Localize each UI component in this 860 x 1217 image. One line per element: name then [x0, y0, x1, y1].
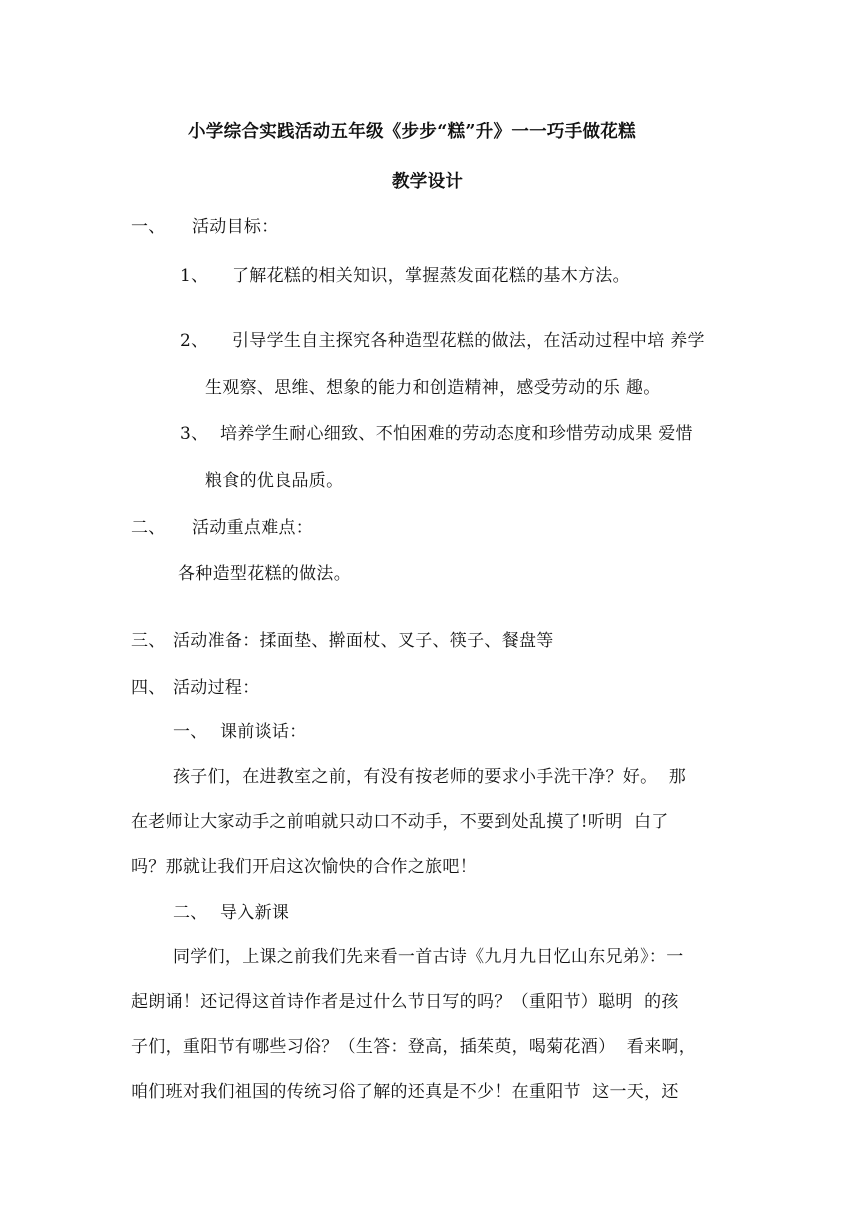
paragraph-line: 子们，重阳节有哪些习俗？（生答：登高，插茱萸，喝菊花酒） 看来啊， [131, 1037, 697, 1057]
subsection-heading: 课前谈话： [220, 722, 307, 742]
document-title: 小学综合实践活动五年级《步步“糕”升》一一巧手做花糕 [188, 122, 636, 142]
section-number: 一、 [131, 217, 166, 237]
list-item-text-continued: 生观察、思维、想象的能力和创造精神，感受劳动的乐 趣。 [205, 378, 661, 398]
paragraph-line: 在老师让大家动手之前咱就只动口不动手，不要到处乱摸了!听明 白了 [131, 812, 669, 832]
list-item-text-continued: 粮食的优良品质。 [205, 471, 344, 491]
section-number: 三、 [131, 631, 166, 651]
section-number: 二、 [131, 518, 166, 538]
list-item-number: 2、 [180, 331, 209, 351]
paragraph-line: 起朗诵！还记得这首诗作者是过什么节日写的吗？（重阳节）聪明 的孩 [131, 992, 679, 1012]
list-item-text: 培养学生耐心细致、不怕困难的劳动态度和珍惜劳动成果 爱惜 [220, 424, 693, 444]
list-item-number: 1、 [180, 266, 209, 286]
section-text: 活动准备：揉面垫、擀面杖、叉子、筷子、餐盘等 [173, 631, 554, 651]
list-item-text: 了解花糕的相关知识，掌握蒸发面花糕的基木方法。 [232, 266, 630, 286]
paragraph-line: 孩子们，在进教室之前，有没有按老师的要求小手洗干净？好。 那 [173, 767, 687, 787]
section-body: 各种造型花糕的做法。 [178, 564, 351, 584]
subsection-heading: 导入新课 [220, 903, 290, 923]
section-heading: 活动目标： [192, 217, 279, 237]
section-heading: 活动重点难点： [192, 518, 314, 538]
section-number: 四、 [131, 678, 166, 698]
list-item-text: 引导学生自主探究各种造型花糕的做法，在活动过程中培 养学 [232, 331, 705, 351]
subsection-number: 一、 [173, 722, 208, 742]
paragraph-line: 同学们，上课之前我们先来看一首古诗《九月九日忆山东兄弟》：一 [173, 947, 684, 967]
section-heading: 活动过程： [173, 678, 260, 698]
paragraph-line: 吗？那就让我们开启这次愉快的合作之旅吧！ [131, 857, 477, 877]
subsection-number: 二、 [173, 903, 208, 923]
list-item-number: 3、 [180, 424, 209, 444]
document-subtitle: 教学设计 [392, 172, 464, 192]
paragraph-line: 咱们班对我们祖国的传统习俗了解的还真是不少！在重阳节 这一天，还 [131, 1082, 679, 1102]
